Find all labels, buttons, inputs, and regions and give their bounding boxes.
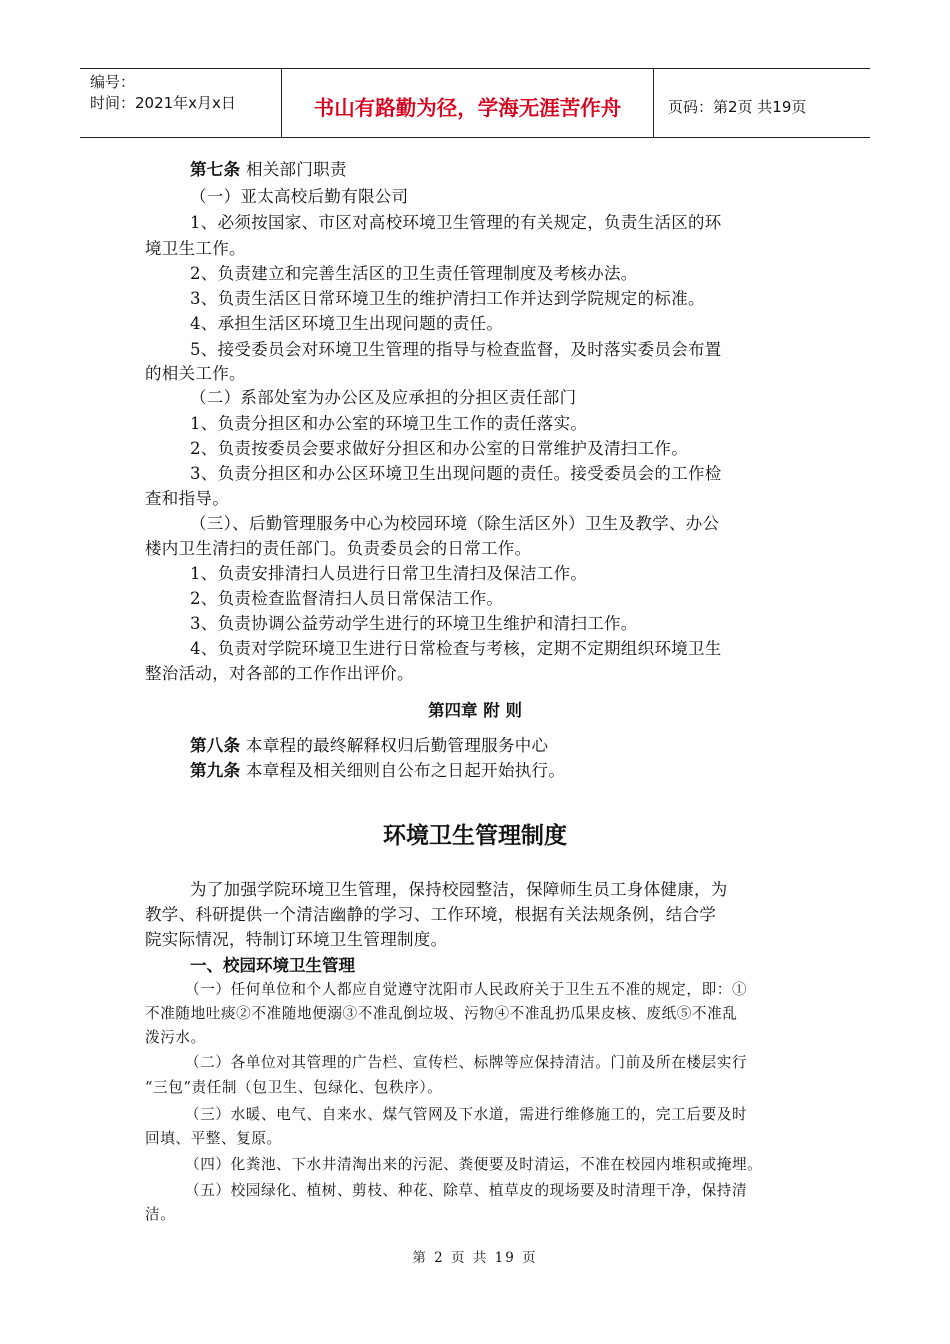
clause-line: 泼污水。 — [145, 1029, 206, 1046]
text-line: 5、接受委员会对环境卫生管理的指导与检查监督，及时落实委员会布置 — [190, 340, 722, 359]
document-title: 环境卫生管理制度 — [383, 823, 567, 849]
clause-line: （四）化粪池、下水井清淘出来的污泥、粪便要及时清运，不准在校园内堆积或掩埋。 — [185, 1156, 763, 1173]
article-8-text: 本章程的最终解释权归后勤管理服务中心 — [245, 736, 549, 755]
intro-line: 为了加强学院环境卫生管理，保持校园整洁，保障师生员工身体健康，为 — [190, 880, 728, 899]
section-heading: 一、校园环境卫生管理 — [190, 956, 355, 975]
article-8 — [190, 734, 548, 758]
text-line: 4、负责对学院环境卫生进行日常检查与考核，定期不定期组织环境卫生 — [190, 639, 722, 658]
text-line: 境卫生工作。 — [145, 239, 246, 258]
header-page-info: 页码：第2页 共19页 — [668, 97, 807, 116]
text-line: 2、负责检查监督清扫人员日常保洁工作。 — [190, 589, 504, 608]
text-line: 1、负责分担区和办公室的环境卫生工作的责任落实。 — [190, 414, 588, 433]
clause-line: 回填、平整、复原。 — [145, 1130, 282, 1147]
clause-line: （三）水暖、电气、自来水、煤气管网及下水道，需进行维修施工的，完工后要及时 — [185, 1106, 748, 1123]
text-line: 3、负责分担区和办公区环境卫生出现问题的责任。接受委员会的工作检 — [190, 464, 722, 483]
text-line: 2、负责建立和完善生活区的卫生责任管理制度及考核办法。 — [190, 264, 638, 283]
header-motto: 书山有路勤为径，学海无涯苦作舟 — [282, 69, 654, 137]
text-line: 楼内卫生清扫的责任部门。负责委员会的日常工作。 — [145, 539, 532, 558]
text-line: 3、负责协调公益劳动学生进行的环境卫生维护和清扫工作。 — [190, 614, 638, 633]
clause-line: （一）任何单位和个人都应自觉遵守沈阳市人民政府关于卫生五不准的规定，即：① — [185, 981, 748, 998]
date-label: 时间：2021年x月x日 — [90, 94, 236, 112]
intro-line: 教学、科研提供一个清洁幽静的学习、工作环境，根据有关法规条例，结合学 — [145, 905, 717, 924]
clause-line: 洁。 — [145, 1206, 176, 1223]
header-meta — [80, 69, 282, 137]
article-7-title: 相关部门职责 — [245, 160, 347, 179]
code-label: 编号： — [90, 73, 136, 91]
text-line: 3、负责生活区日常环境卫生的维护清扫工作并达到学院规定的标准。 — [190, 289, 705, 308]
page-footer: 第 2 页 共 19 页 — [412, 1250, 538, 1266]
chapter-title: 第四章 附 则 — [428, 701, 522, 720]
text-line: 整治活动，对各部的工作作出评价。 — [145, 664, 414, 683]
clause-line: （五）校园绿化、植树、剪枝、种花、除草、植草皮的现场要及时清理干净，保持清 — [185, 1182, 748, 1199]
clause-line: 不准随地吐痰②不准随地便溺③不准乱倒垃圾、污物④不准乱扔瓜果皮核、废纸⑤不准乱 — [145, 1005, 738, 1022]
article-7-label: 第七条 — [190, 160, 241, 179]
page-header — [80, 68, 870, 138]
subsection-3: （三）、后勤管理服务中心为校园环境（除生活区外）卫生及教学、办公 — [190, 514, 720, 533]
text-line: 查和指导。 — [145, 489, 229, 508]
subsection-2: （二）系部处室为办公区及应承担的分担区责任部门 — [190, 388, 577, 407]
text-line: 的相关工作。 — [145, 364, 246, 383]
clause-line: “三包”责任制（包卫生、包绿化、包秩序）。 — [145, 1079, 443, 1096]
intro-line: 院实际情况，特制订环境卫生管理制度。 — [145, 930, 448, 949]
subsection-1: （一）亚太高校后勤有限公司 — [190, 187, 409, 206]
article-9-label: 第九条 — [190, 761, 241, 780]
article-7-heading — [190, 158, 347, 182]
article-9-text: 本章程及相关细则自公布之日起开始执行。 — [245, 761, 566, 780]
article-9 — [190, 759, 565, 783]
clause-line: （二）各单位对其管理的广告栏、宣传栏、标牌等应保持清洁。门前及所在楼层实行 — [185, 1054, 748, 1071]
text-line: 4、承担生活区环境卫生出现问题的责任。 — [190, 314, 504, 333]
text-line: 2、负责按委员会要求做好分担区和办公室的日常维护及清扫工作。 — [190, 439, 688, 458]
text-line: 1、必须按国家、市区对高校环境卫生管理的有关规定，负责生活区的环 — [190, 213, 722, 232]
article-8-label: 第八条 — [190, 736, 241, 755]
text-line: 1、负责安排清扫人员进行日常卫生清扫及保洁工作。 — [190, 564, 588, 583]
